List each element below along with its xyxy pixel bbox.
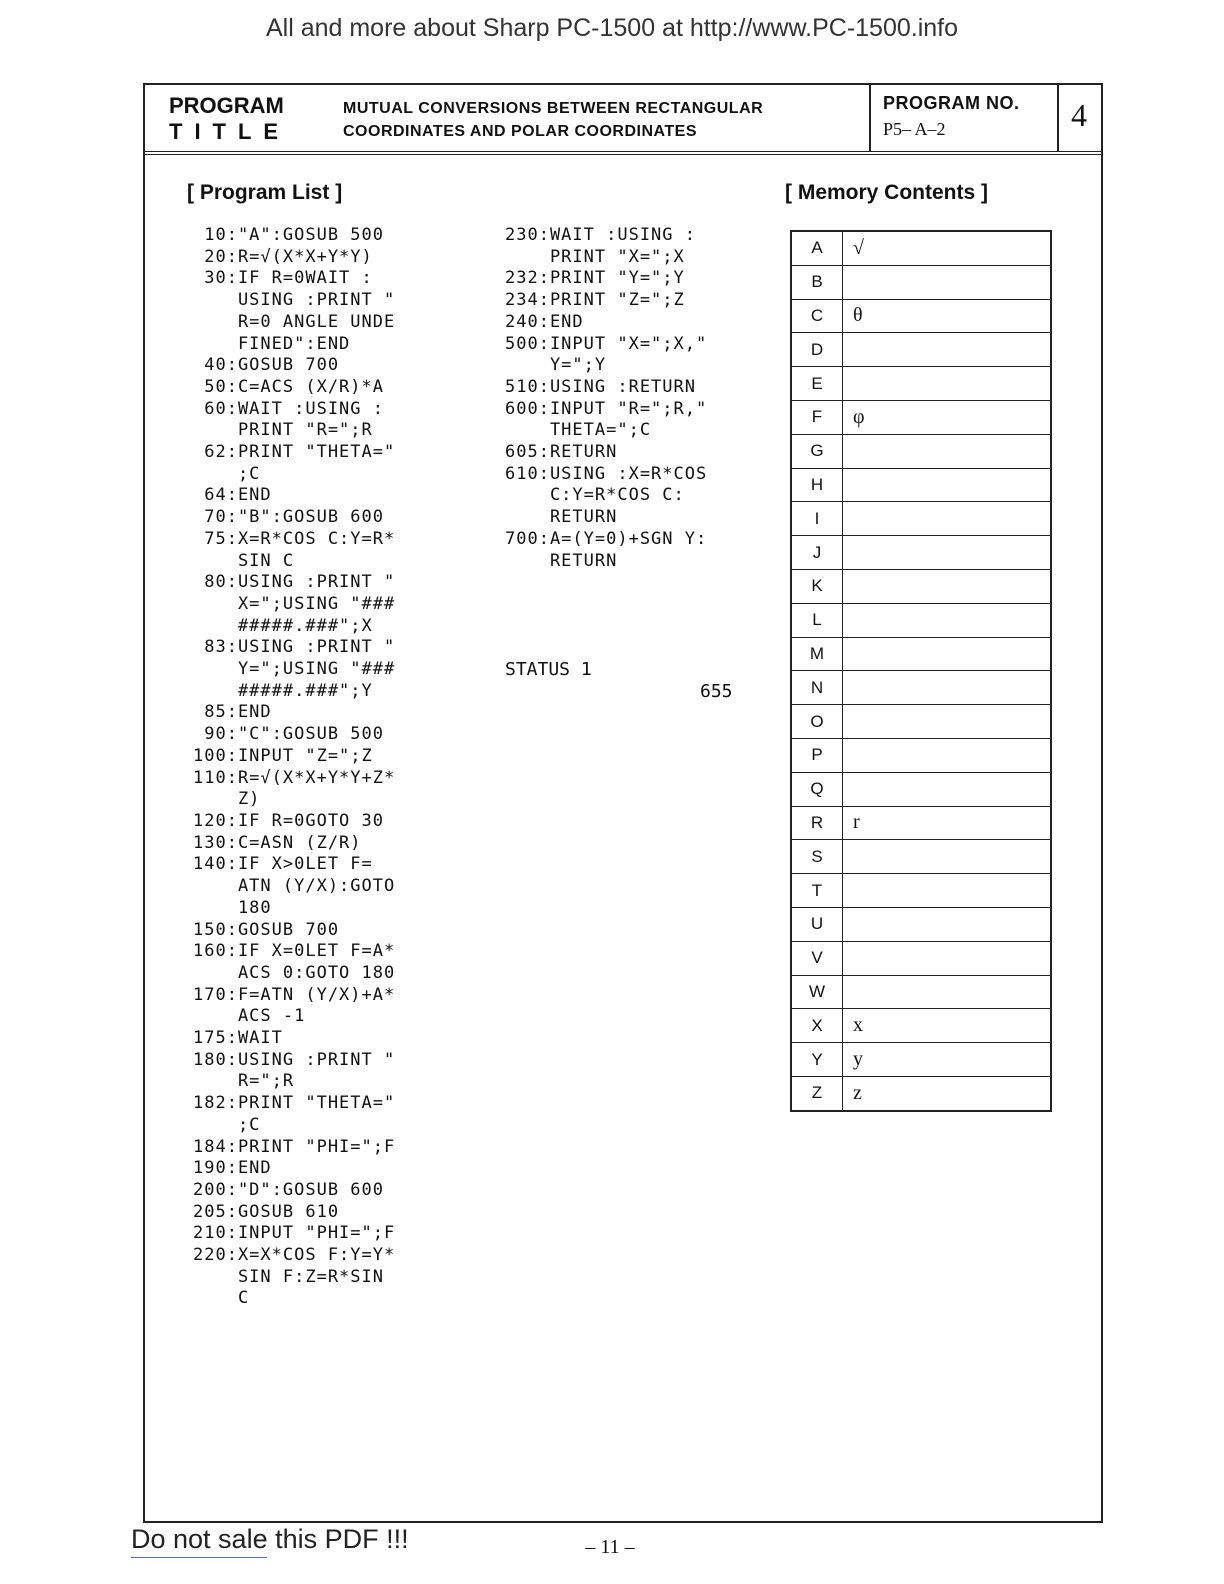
program-number-label: PROGRAM NO. <box>883 93 1020 113</box>
program-list-column-1: 10:"A":GOSUB 500 20:R=√(X*X+Y*Y) 30:IF R=0WAIT : USING :PRINT " R=0 ANGLE UNDE FINED":END 40:GOSUB 700 50:C=ACS (X/R)*A 60:WAIT :USING : PRINT "R=";R 62:PRINT "THETA=" ;C 64:END 70:"B":GOSUB 600 75:X=R*COS C:Y=R* SIN C 80:USING :PRINT " X=";USING "### #####.###";X 83:USING :PRINT " Y=";USING "### #####.###";Y 85:END 90:"C":GOSUB 500 100:INPUT "Z=";Z 110:R=√(X*X+Y*Y+Z* Z) 120:IF R=0GOTO 30 130:C=ASN (Z/R) 140:IF X>0LET F= ATN (Y/X):GOTO 180 150:GOSUB 700 160:IF X=0LET F=A* ACS 0:GOTO 180 170:F=ATN (Y/X)+A* ACS -1 175:WAIT 180:USING :PRINT " R=";R 182:PRINT "THETA=" ;C 184:PRINT "PHI=";F 190:END 200:"D":GOSUB 600 205:GOSUB 610 210:INPUT "PHI=";F 220:X=X*COS F:Y=Y* SIN F:Z=R*SIN C <box>193 225 396 1309</box>
memory-register-label: Q <box>791 772 843 806</box>
site-header-text: All and more about Sharp PC-1500 at http://www.PC-1500.info <box>265 14 959 42</box>
memory-row <box>791 637 1051 671</box>
memory-register-content: y <box>843 1043 1052 1077</box>
memory-register-content: r <box>843 806 1052 840</box>
memory-register-label: I <box>791 502 843 536</box>
memory-register-content <box>843 367 1052 401</box>
memory-register-label: O <box>791 705 843 739</box>
memory-register-label: U <box>791 907 843 941</box>
memory-register-label: B <box>791 265 843 299</box>
program-number-box <box>869 85 1059 151</box>
memory-row <box>791 536 1051 570</box>
memory-register-label: D <box>791 333 843 367</box>
memory-register-label: A <box>791 231 843 265</box>
program-title-label-line1: PROGRAM <box>169 93 284 118</box>
memory-register-content <box>843 671 1052 705</box>
memory-row <box>791 806 1051 840</box>
memory-contents-table <box>790 230 1052 1112</box>
program-number-value: P5– A–2 <box>883 119 946 139</box>
memory-register-label: M <box>791 637 843 671</box>
program-sheet-frame <box>143 83 1103 1523</box>
memory-row <box>791 671 1051 705</box>
program-title-label-line2: TITLE <box>169 119 291 144</box>
program-title-label <box>169 93 290 145</box>
memory-row <box>791 1009 1051 1043</box>
memory-register-content <box>843 502 1052 536</box>
memory-register-label: X <box>791 1009 843 1043</box>
status-bytes: 655 <box>700 681 733 702</box>
memory-row <box>791 975 1051 1009</box>
title-row <box>145 85 1101 155</box>
memory-register-content: φ <box>843 400 1052 434</box>
memory-row <box>791 941 1051 975</box>
memory-register-label: V <box>791 941 843 975</box>
memory-register-content <box>843 907 1052 941</box>
memory-register-label: G <box>791 434 843 468</box>
memory-register-content: x <box>843 1009 1052 1043</box>
memory-row <box>791 738 1051 772</box>
memory-row <box>791 603 1051 637</box>
status-text: STATUS 1 <box>505 659 592 680</box>
footer-note-underline <box>131 1557 267 1558</box>
memory-register-label: W <box>791 975 843 1009</box>
program-list-heading: [ Program List ] <box>187 181 343 204</box>
memory-register-label: J <box>791 536 843 570</box>
memory-row <box>791 367 1051 401</box>
memory-contents-heading: [ Memory Contents ] <box>785 181 989 204</box>
memory-register-label: L <box>791 603 843 637</box>
memory-register-label: N <box>791 671 843 705</box>
memory-register-content <box>843 941 1052 975</box>
memory-register-label: Y <box>791 1043 843 1077</box>
memory-register-content <box>843 434 1052 468</box>
memory-row <box>791 907 1051 941</box>
memory-register-content <box>843 637 1052 671</box>
memory-register-content: θ <box>843 299 1052 333</box>
memory-row <box>791 772 1051 806</box>
memory-row <box>791 840 1051 874</box>
memory-row <box>791 434 1051 468</box>
memory-register-label: T <box>791 874 843 908</box>
footer-note: Do not sale this PDF !!! <box>131 1524 409 1554</box>
memory-register-content <box>843 772 1052 806</box>
memory-register-label: F <box>791 400 843 434</box>
memory-register-content <box>843 705 1052 739</box>
memory-register-content <box>843 265 1052 299</box>
memory-row <box>791 502 1051 536</box>
memory-row <box>791 400 1051 434</box>
memory-register-label: C <box>791 299 843 333</box>
memory-row <box>791 705 1051 739</box>
program-title-text <box>343 97 763 143</box>
memory-register-content <box>843 536 1052 570</box>
program-title-line1: MUTUAL CONVERSIONS BETWEEN RECTANGULAR <box>343 100 764 117</box>
memory-register-content <box>843 874 1052 908</box>
memory-row <box>791 231 1051 265</box>
program-list-column-2: 230:WAIT :USING : PRINT "X=";X 232:PRINT "Y=";Y 234:PRINT "Z=";Z 240:END 500:INPUT "X=";X," Y=";Y 510:USING :RETURN 600:INPUT "R=";R," THETA=";C 605:RETURN 610:USING :X=R*COS C:Y=R*COS C: RETURN 700:A=(Y=0)+SGN Y: RETURN <box>505 225 708 571</box>
memory-row <box>791 468 1051 502</box>
memory-row <box>791 1043 1051 1077</box>
memory-register-label: K <box>791 569 843 603</box>
memory-row <box>791 265 1051 299</box>
memory-register-content: z <box>843 1076 1052 1110</box>
memory-register-label: R <box>791 806 843 840</box>
memory-row <box>791 333 1051 367</box>
memory-row <box>791 874 1051 908</box>
memory-register-content <box>843 603 1052 637</box>
page-index-number: 4 <box>1071 97 1087 133</box>
memory-register-label: Z <box>791 1076 843 1110</box>
memory-register-content <box>843 569 1052 603</box>
memory-register-label: S <box>791 840 843 874</box>
memory-row <box>791 569 1051 603</box>
memory-register-content <box>843 738 1052 772</box>
memory-register-content <box>843 468 1052 502</box>
memory-register-label: E <box>791 367 843 401</box>
memory-register-label: H <box>791 468 843 502</box>
memory-register-label: P <box>791 738 843 772</box>
page-number: – 11 – <box>585 1536 635 1558</box>
program-title-line2: COORDINATES AND POLAR COORDINATES <box>343 123 697 140</box>
memory-register-content <box>843 975 1052 1009</box>
memory-register-content: √ <box>843 231 1052 265</box>
memory-register-content <box>843 333 1052 367</box>
memory-register-content <box>843 840 1052 874</box>
memory-row <box>791 299 1051 333</box>
memory-row <box>791 1076 1051 1110</box>
